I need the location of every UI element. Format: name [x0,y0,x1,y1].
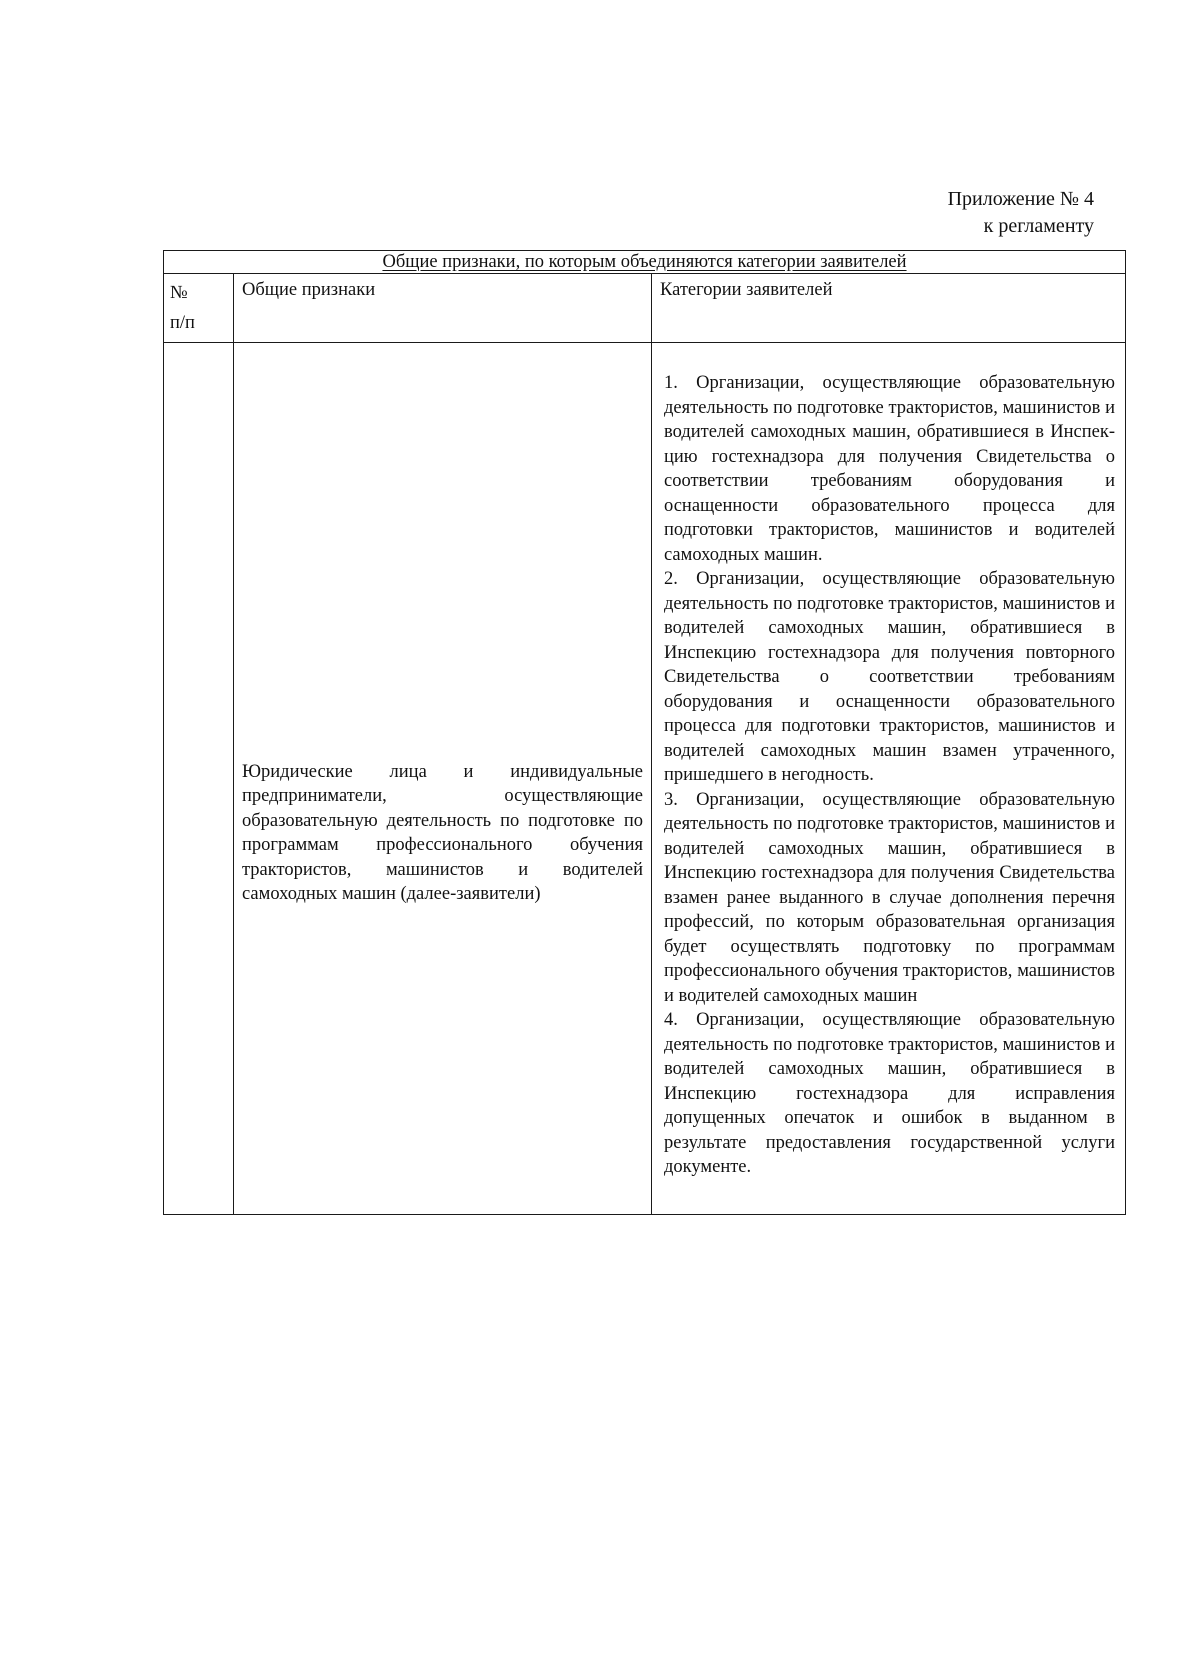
column-header-number-line2: п/п [170,313,195,333]
category-item-4: 4. Организации, осуществляющие образовательную деятельность по подготовке трактористов, машинистов и водителей самоходных машин, обратившиеся в Инспекцию гостехнадзора для исправления допущенных опечаток и ошибок в выданном в результате предоставления государственной услуги документе. [664,1010,1115,1177]
column-header-features: Общие признаки [234,274,652,343]
feature-text: Юридические лица и индивидуальные предприниматели, осуществляющие образовательную деятельность по подготовке по программам профессионального обучения трактористов, машинистов и водителей самоходных машин (далее-заявители) [242,761,643,905]
column-header-number [164,274,234,343]
column-header-categories: Категории заявителей [652,274,1126,343]
table-title: Общие признаки, по которым объединяются категории заявителей [382,252,907,272]
table-title-row [164,251,1126,274]
applicant-categories-table [163,250,1126,1215]
appendix-reference: к регламенту [983,215,1094,237]
category-item-3: 3. Организации, осуществляющие образовательную деятельность по подготовке трактористов, машинистов и водителей самоходных машин, обратившиеся в Инспекцию гостехнадзора для получения Свидетельства взамен ранее выданного в случае дополнения перечня профессий, по которым образовательная организация будет осуществлять подготовку по программам профессионального обучения трактористов, машинистов и водителей самоходных машин [664,789,1115,1006]
appendix-heading [948,186,1094,240]
table-header-row [164,274,1126,343]
category-item-1: 1. Организации, осуществляющие образовательную деятельность по подготовке трактористов, машинистов и водителей самоходных машин, обратившиеся в Инспекцию гостехнадзора для получения Свидетельства о соответствии требованиям оборудования и оснащенности образовательного процесса для подготовки трактористов, машинистов и водителей самоходных машин. [664,373,1115,565]
column-header-number-line1: № [170,283,188,303]
row-number-cell [164,343,234,1215]
categories-cell [652,343,1126,1215]
feature-cell [234,343,652,1215]
category-item-2: 2. Организации, осуществляющие образовательную деятельность по подготовке трактористов, машинистов и водителей самоходных машин, обратившиеся в Инспекцию гостехнадзора для получения повторного Свидетельства о соответствии требованиям оборудования и оснащенности образовательного процесса для подготовки трактористов, машинистов и водителей самоходных машин взамен утраченного, пришедшего в негодность. [664,569,1115,785]
table-title-cell [164,251,1126,274]
appendix-number: Приложение № 4 [947,188,1094,210]
table-row [164,343,1126,1215]
